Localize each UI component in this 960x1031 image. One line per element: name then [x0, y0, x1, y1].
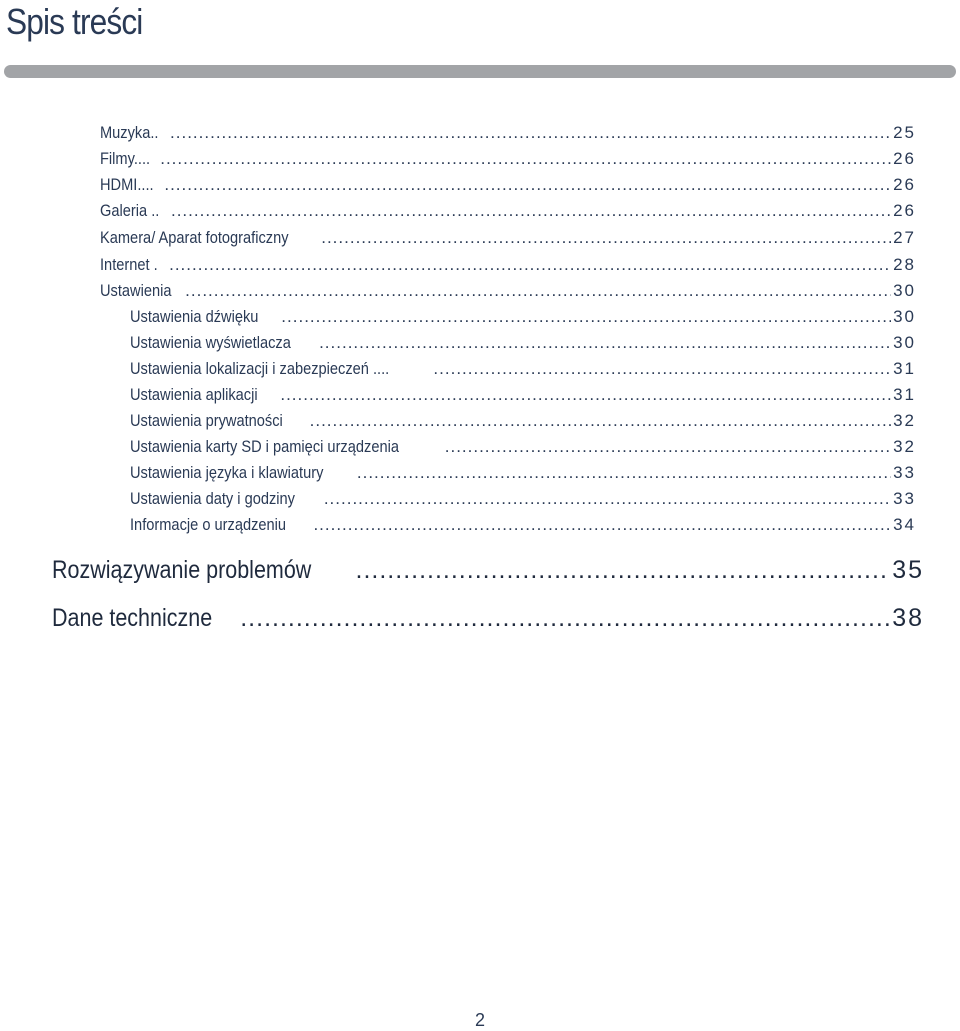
dot-leader — [357, 460, 891, 486]
toc-entry-label: Ustawienia języka i klawiatury — [130, 463, 324, 482]
toc-entry-label: Muzyka.. — [100, 123, 159, 142]
toc-entry-page: 31 — [893, 359, 916, 378]
title-divider — [4, 65, 956, 78]
dot-leader — [324, 486, 891, 512]
toc-entry-page: 26 — [893, 201, 916, 220]
toc-entry-ustawienia[interactable] — [100, 278, 916, 304]
dot-leader — [433, 356, 891, 382]
toc-entry-label: Ustawienia lokalizacji i zabezpieczeń .... — [130, 359, 390, 378]
toc-entry-page: 32 — [893, 437, 916, 456]
toc-entry-page: 30 — [893, 307, 916, 326]
dot-leader — [240, 600, 890, 636]
toc-entry-label: Ustawienia daty i godziny — [130, 489, 295, 508]
toc-subentry-dzwiek[interactable] — [130, 304, 916, 330]
toc-entry-label: Filmy.... — [100, 149, 151, 168]
toc-entry-label: Ustawienia karty SD i pamięci urządzenia — [130, 437, 399, 456]
toc-subentry-data-godzina[interactable] — [130, 486, 916, 512]
toc-subentry-lokalizacja[interactable] — [130, 356, 916, 382]
dot-leader — [169, 252, 891, 278]
toc-chapter-label: Rozwiązywanie problemów — [52, 556, 312, 584]
dot-leader — [280, 382, 891, 408]
dot-leader — [281, 304, 891, 330]
toc-subentry-prywatnosc[interactable] — [130, 408, 916, 434]
toc-entry-page: 32 — [893, 411, 916, 430]
toc-chapter-page: 38 — [892, 604, 924, 632]
toc-entry-page: 26 — [893, 175, 916, 194]
toc-subentry-jezyk[interactable] — [130, 460, 916, 486]
toc-entry-filmy[interactable] — [100, 146, 916, 172]
dot-leader — [319, 330, 891, 356]
toc-entry-internet[interactable] — [100, 252, 916, 278]
dot-leader — [185, 278, 891, 304]
toc-entry-label: Kamera/ Aparat fotograficzny — [100, 228, 289, 247]
toc-entry-label: Internet . — [100, 255, 158, 274]
dot-leader — [164, 172, 891, 198]
toc-chapter-page: 35 — [892, 556, 924, 584]
dot-leader — [356, 552, 891, 588]
dot-leader — [171, 198, 891, 224]
toc-entry-page: 27 — [893, 228, 916, 247]
toc-entry-label: Ustawienia wyświetlacza — [130, 333, 291, 352]
toc-entry-label: Informacje o urządzeniu — [130, 515, 287, 534]
toc-entry-label: Galeria .. — [100, 201, 160, 220]
toc-entry-page: 25 — [893, 123, 916, 142]
toc-entry-muzyka[interactable] — [100, 120, 916, 146]
page-title: Spis treści — [6, 1, 143, 42]
toc-entry-page: 31 — [893, 385, 916, 404]
toc-entry-hdmi[interactable] — [100, 172, 916, 198]
toc-entry-label: Ustawienia dźwięku — [130, 307, 259, 326]
toc-chapter-rozwiazywanie[interactable] — [52, 552, 924, 588]
toc-entry-label: Ustawienia aplikacji — [130, 385, 258, 404]
toc-entry-galeria[interactable] — [100, 198, 916, 224]
toc-subentry-wyswietlacz[interactable] — [130, 330, 916, 356]
toc-entry-label: HDMI.... — [100, 175, 154, 194]
dot-leader — [445, 434, 891, 460]
toc-entry-page: 30 — [893, 281, 916, 300]
dot-leader — [160, 146, 891, 172]
dot-leader — [310, 408, 891, 434]
dot-leader — [321, 225, 891, 251]
toc-entry-kamera[interactable] — [100, 225, 916, 251]
toc-entry-page: 33 — [893, 489, 916, 508]
dot-leader — [313, 512, 891, 538]
toc-entry-page: 26 — [893, 149, 916, 168]
page-number: 2 — [474, 1010, 485, 1030]
toc-entry-page: 33 — [893, 463, 916, 482]
toc-subentry-aplikacje[interactable] — [130, 382, 916, 408]
toc-entry-page: 28 — [893, 255, 916, 274]
toc-entry-page: 30 — [893, 333, 916, 352]
toc-subentry-karta-sd[interactable] — [130, 434, 916, 460]
toc-entry-label: Ustawienia — [100, 281, 172, 300]
toc-entry-label: Ustawienia prywatności — [130, 411, 283, 430]
toc-subentry-informacje[interactable] — [130, 512, 916, 538]
toc-chapter-dane-techniczne[interactable] — [52, 600, 924, 636]
toc-entry-page: 34 — [893, 515, 916, 534]
toc-chapter-label: Dane techniczne — [52, 604, 213, 632]
dot-leader — [170, 120, 891, 146]
